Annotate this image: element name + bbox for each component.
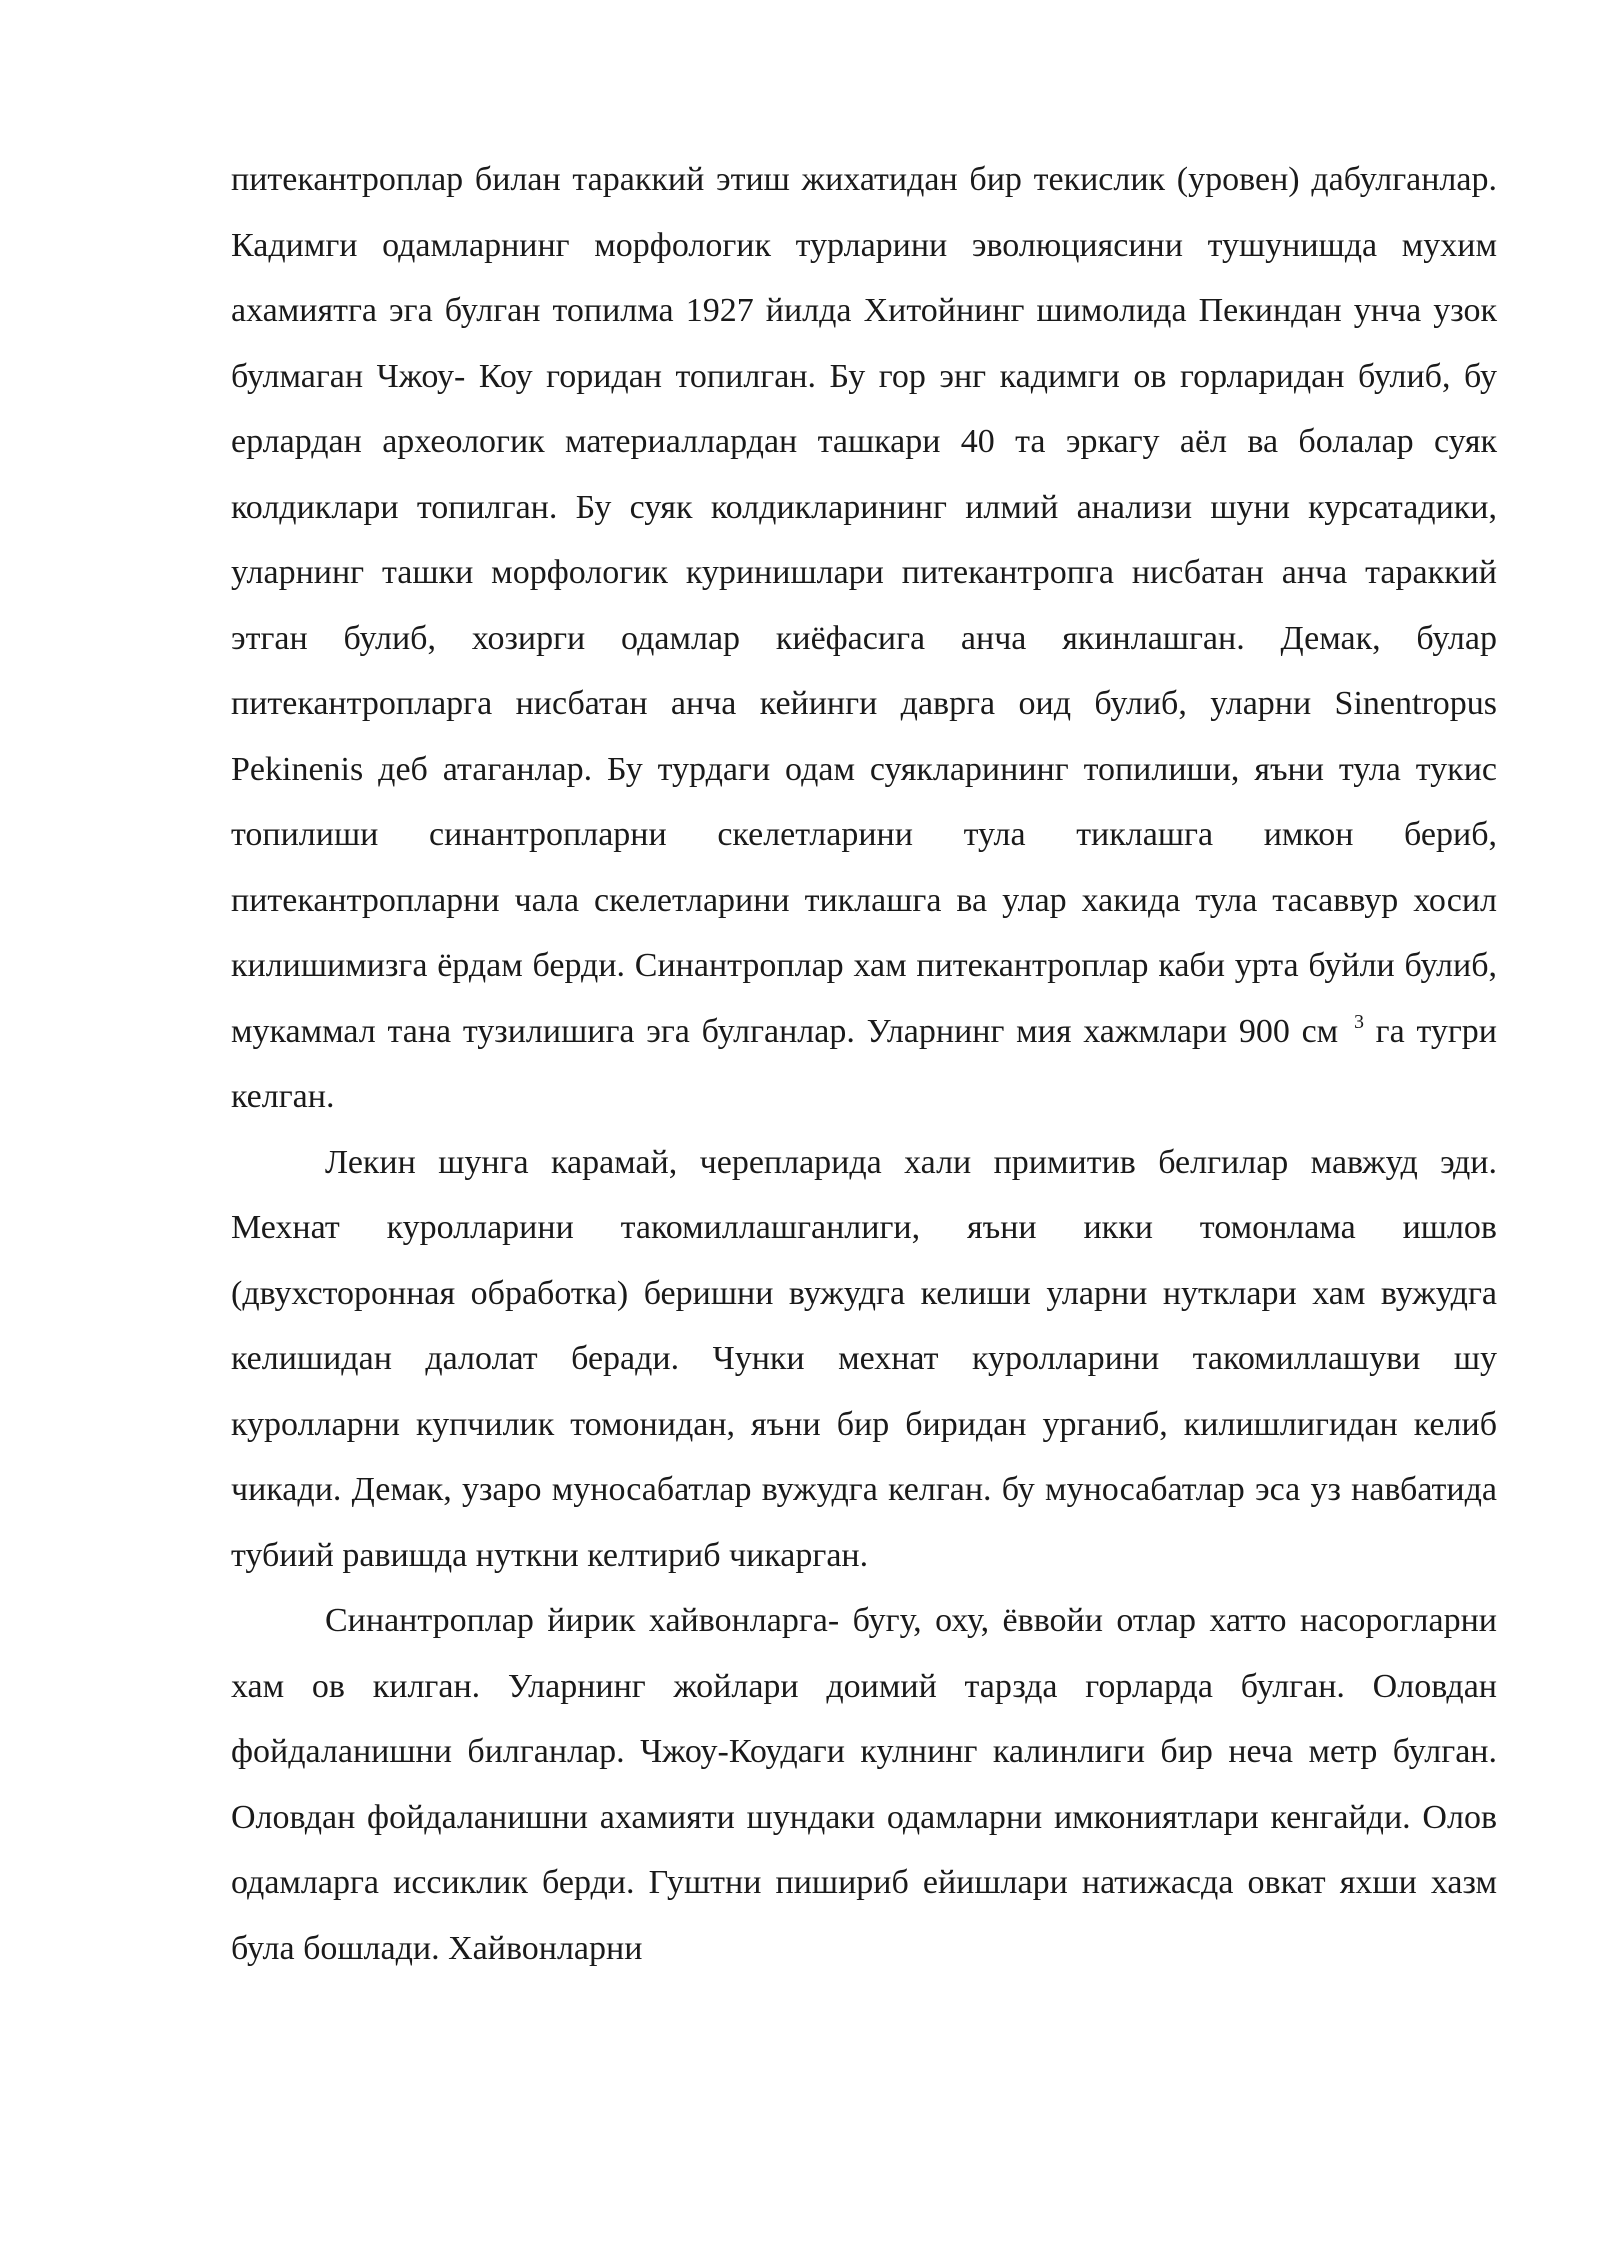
document-body <box>231 147 1497 1981</box>
superscript-cubic: 3 <box>1353 1010 1364 1033</box>
paragraph-2: Лекин шунга карамай, черепларида хали примитив белгилар мавжуд эди. Мехнат куролларини такомиллашганлиги, яъни икки томонлама ишлов (двухсторонная обработка) беришни вужудга келиши уларни нутклари хам вужудга келишидан далолат беради. Чунки мехнат куролларини такомиллашуви шу куролларни купчилик томонидан, яъни бир биридан урганиб, килишлигидан келиб чикади. Демак, узаро муносабатлар вужудга келган. бу муносабатлар эса уз навбатида тубиий равишда нуткни келтириб чикарган. <box>231 1143 1497 1574</box>
paragraph-3: Синантроплар йирик хайвонларга- бугу, оху, ёввойи отлар хатто насорогларни хам ов килган. Уларнинг жойлари доимий тарзда горларда булган. Оловдан фойдаланишни билганлар. Чжоу-Коудаги кулнинг калинлиги бир неча метр булган. Оловдан фойдаланишни ахамияти шундаки одамларни имкониятлари кенгайди. Олов одамларга иссиклик берди. Гуштни пишириб ейишлари натижасда овкат яхши хазм була бошлади. Хайвонларни <box>231 1602 1497 1967</box>
paragraph-1-text-end: га тугри келган. <box>231 1012 1497 1115</box>
paragraph-1 <box>231 147 1497 1130</box>
paragraph-1-text: питекантроплар билан тараккий этиш жихатидан бир текислик (уровен) дабулганлар. Кадимги одамларнинг морфологик турларини эволюциясини тушунишда мухим ахамиятга эга булган топилма 1927 йилда Хитойнинг шимолида Пекиндан унча узок булмаган Чжоу- Коу горидан топилган. Бу гор энг кадимги ов горларидан булиб, бу ерлардан археологик материаллардан ташкари 40 та эркагу аёл ва болалар суяк колдиклари топилган. Бу суяк колдикларининг илмий анализи шуни курсатадики, уларнинг ташки морфологик куринишлари питекантропга нисбатан анча тараккий этган булиб, хозирги одамлар киёфасига анча якинлашган. Демак, булар питекантропларга нисбатан анча кейинги даврга оид булиб, уларни Sinentropus Pekinenis деб атаганлар. Бу турдаги одам суякларининг топилиши, яъни тула тукис топилиши синантропларни скелетларини тула тиклашга имкон бериб, питекантропларни чала скелетларини тиклашга ва улар хакида тула тасаввур хосил килишимизга ёрдам берди. Синантроплар хам питекантроплар каби урта буйли булиб, мукаммал тана тузилишига эга булганлар. Уларнинг мия хажмлари 900 см <box>231 161 1497 1050</box>
